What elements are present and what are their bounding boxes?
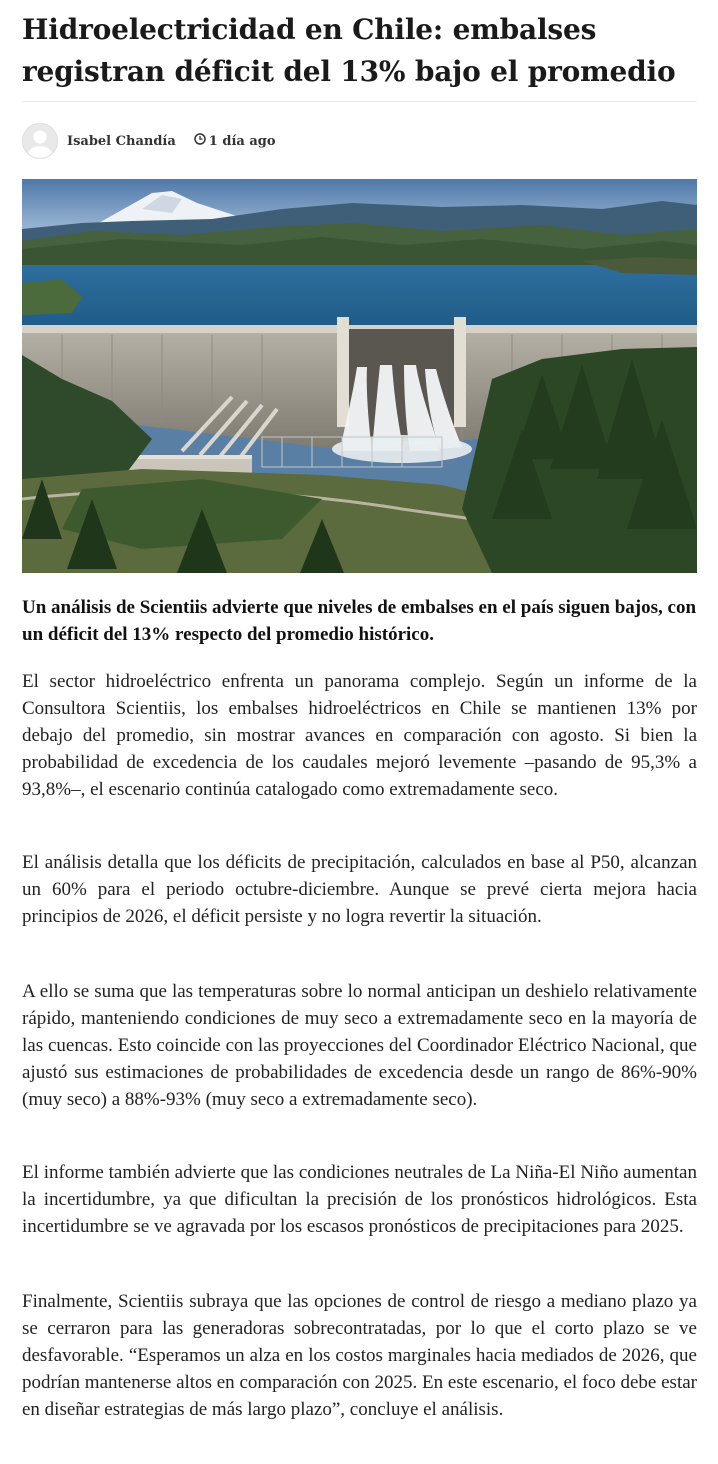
- paragraph-1: El sector hidroeléctrico enfrenta un panorama complejo. Según un informe de la Consultora Scientiis, los embalses hidroeléctricos en Chile se mantienen 13% por debajo del promedio, sin mostrar avances en comparación con agosto. Si bien la probabilidad de excedencia de los caudales mejoró levemente –pasando de 95,3% a 93,8%–, el escenario continúa catalogado como extremadamente seco.: [22, 671, 697, 800]
- article-meta: [22, 122, 276, 160]
- paragraph-2: El análisis detalla que los déficits de precipitación, calculados en base al P50, alcanzan un 60% para el periodo octubre-diciembre. Aunque se prevé cierta mejora hacia principios de 2026, el déficit persiste y no logra revertir la situación.: [22, 852, 697, 927]
- user-avatar-icon: [23, 124, 57, 158]
- hero-image-dam: [22, 179, 697, 573]
- dam-photo: [22, 179, 697, 573]
- publish-time: [194, 133, 276, 149]
- paragraph-3: A ello se suma que las temperaturas sobre lo normal anticipan un deshielo relativamente rápido, manteniendo condiciones de muy seco a extremadamente seco en la mayoría de las cuencas. Esto coincide con las proyecciones del Coordinador Eléctrico Nacional, que ajustó sus estimaciones de probabilidades de excedencia desde un rango de 86%-90% (muy seco) a 88%-93% (muy seco a extremadamente seco).: [22, 981, 697, 1110]
- article-title: Hidroelectricidad en Chile: embalses registran déficit del 13% bajo el promedio: [22, 13, 676, 88]
- time-ago: 1 día ago: [208, 133, 276, 149]
- article-lead: Un análisis de Scientiis advierte que niveles de embalses en el país siguen bajos, con un déficit del 13% respecto del promedio histórico.: [22, 597, 697, 645]
- clock-icon: [194, 133, 206, 149]
- paragraph-4: El informe también advierte que las condiciones neutrales de La Niña-El Niño aumentan la incertidumbre, ya que dificultan la precisión de los pronósticos hidrológicos. Esta incertidumbre se ve agravada por los escasos pronósticos de precipitaciones para 2025.: [22, 1162, 697, 1237]
- avatar[interactable]: [22, 123, 58, 159]
- author-name[interactable]: Isabel Chandía: [67, 133, 176, 149]
- title-divider: [22, 101, 697, 102]
- paragraph-5: Finalmente, Scientiis subraya que las opciones de control de riesgo a mediano plazo ya se cerraron para las generadoras sobrecontratadas, por lo que el corto plazo se ve desfavorable. “Esperamos un alza en los costos marginales hacia mediados de 2026, que podrían mantenerse altos en comparación con 2025. En este escenario, el foco debe estar en diseñar estrategias de más largo plazo”, concluye el análisis.: [22, 1291, 697, 1420]
